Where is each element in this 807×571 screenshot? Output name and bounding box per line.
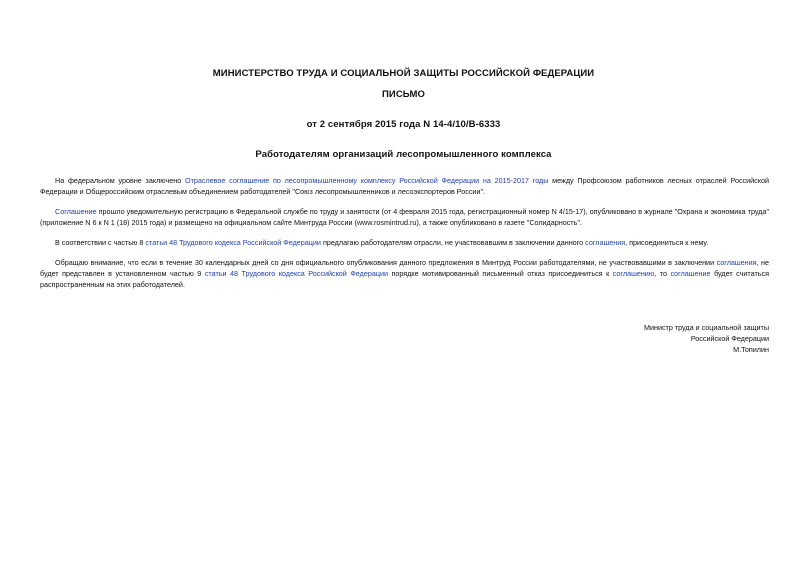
paragraph-text: предлагаю работодателям отрасли, не участвовавшим в заключении данного <box>320 238 586 247</box>
subject-heading: Работодателям организаций лесопромышленного комплекса <box>255 149 552 160</box>
ministry-heading: МИНИСТЕРСТВО ТРУДА И СОЦИАЛЬНОЙ ЗАЩИТЫ РОССИЙСКОЙ ФЕДЕРАЦИИ <box>212 68 595 79</box>
agreement-link[interactable]: соглашения <box>585 238 626 247</box>
paragraph-text: , не будет представлен в установленном частью 9 <box>40 258 769 278</box>
paragraph-text: На федеральном уровне заключено <box>55 176 185 185</box>
signatory-position: Министр труда и социальной защиты <box>643 323 769 332</box>
agreement-link[interactable]: Отраслевое соглашение по лесопромышленному комплексу Российской Федерации на 2015-2017 годы <box>184 176 549 185</box>
paragraph-text: В соответствии с частью 8 <box>55 238 146 247</box>
paragraph-text: прошло уведомительную регистрацию в Федеральной службе по труду и занятости (от 4 февраля 2015 года, регистрационный номер N 4/15-17), опубликовано в журнале "Охрана и экономика труда" (приложение N 6 к N 1 (18) 2015 года) и размещено на официальном сайте Минтруда России (www.rosmintrud.ru), а также опубликовано в газете "Солидарность". <box>40 207 769 227</box>
agreement-link[interactable]: соглашения <box>716 258 757 267</box>
paragraph-proposal <box>40 237 769 248</box>
paragraph-text: порядке мотивированный письменный отказ присоединиться к <box>387 269 613 278</box>
agreement-link[interactable]: Соглашение <box>55 207 97 216</box>
agreement-link[interactable]: соглашение <box>670 269 711 278</box>
signatory-name: М.Топилин <box>733 345 769 354</box>
paragraph-agreement-concluded <box>40 175 769 197</box>
paragraph-text: Обращаю внимание, что если в течение 30 календарных дней со дня официального опубликования данного предложения в Минтруд России работодателями, не участвовавшими в заключении <box>55 258 717 267</box>
paragraph-notice <box>40 257 769 290</box>
labor-code-article-link[interactable]: статьи 48 Трудового кодекса Российской Федерации <box>145 238 321 247</box>
paragraph-text: , присоединиться к нему. <box>625 238 709 247</box>
paragraph-registration <box>40 206 769 228</box>
signatory-country: Российской Федерации <box>690 334 769 343</box>
paragraph-text: между Профсоюзом работников лесных отраслей Российской Федерации и Общероссийским отраслевым объединением работодателей "Союз лесопромышленников и лесоэкспортеров России". <box>40 176 769 196</box>
paragraph-text: , то <box>654 269 671 278</box>
labor-code-article-link[interactable]: статьи 48 Трудового кодекса Российской Федерации <box>204 269 388 278</box>
paragraph-text: будет считаться распространенным на этих работодателей. <box>40 269 769 289</box>
signature-block <box>644 322 769 355</box>
document-type-heading: ПИСЬМО <box>381 89 425 100</box>
date-number-heading: от 2 сентября 2015 года N 14-4/10/В-6333 <box>306 119 501 130</box>
agreement-link[interactable]: соглашению <box>612 269 655 278</box>
